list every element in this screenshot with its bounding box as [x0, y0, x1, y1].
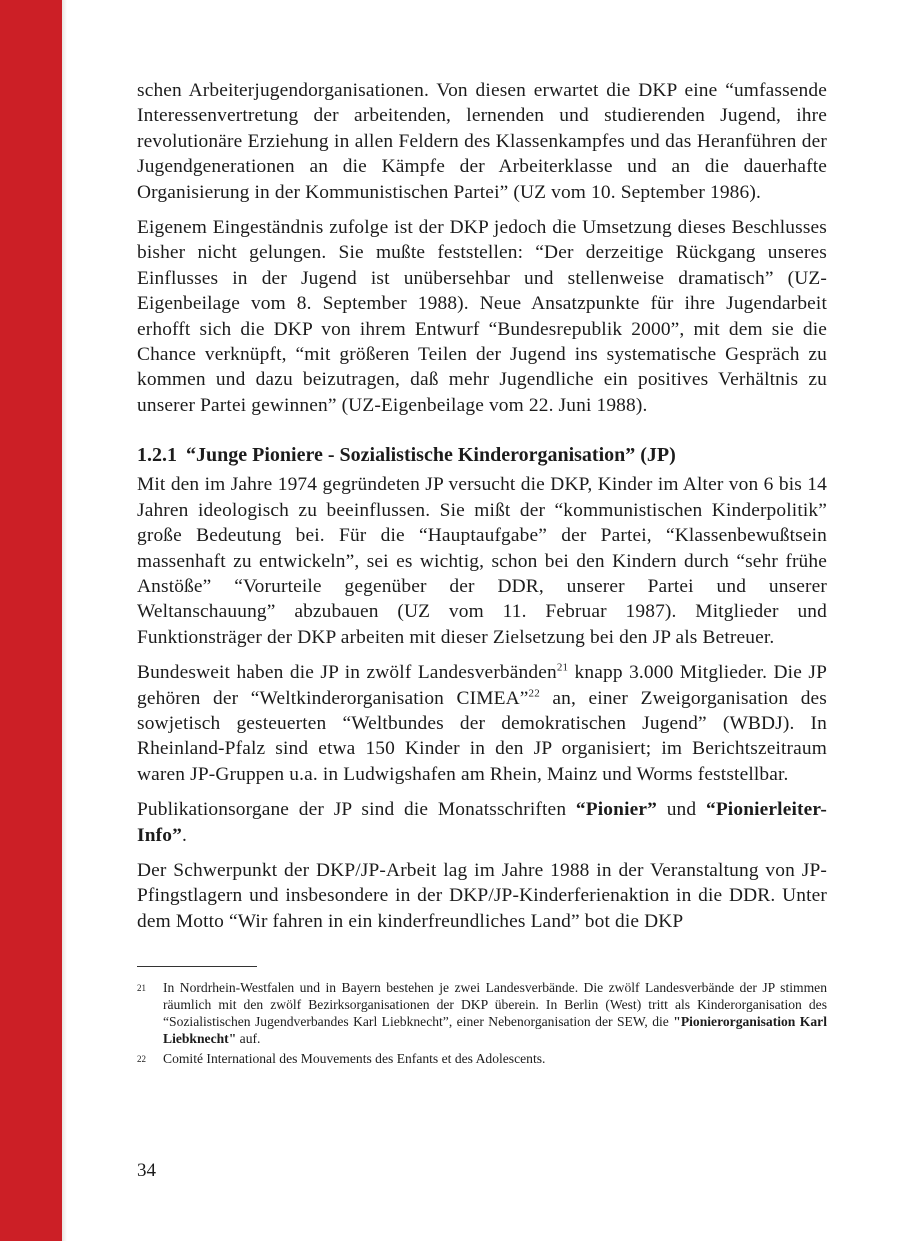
paragraph-intro: schen Arbeiterjugendorganisationen. Von diesen erwartet die DKP eine “umfassende Interessenvertretung der arbeitenden, lernenden und studierenden Jugend, ihre revolutionäre Erziehung in allen Feldern des Klassenkampfes und das Heranführen der Jugendgenerationen an die Kämpfe der Arbeiterklasse und an die dauerhafte Organisierung in der Kommunistischen Partei” (UZ vom 10. September 1986).: [137, 80, 827, 203]
page-number: 34: [137, 1160, 156, 1181]
paragraph-publikation: [137, 797, 827, 848]
footnote-divider: [137, 966, 257, 967]
page-edge-shadow: [62, 0, 67, 1241]
footnote-21: [137, 979, 827, 1047]
document-page: [137, 78, 827, 1071]
footnote-ref-21[interactable]: 21: [556, 661, 569, 674]
text-segment: an, einer Zweigorganisation des sowjetisch gesteuerten “Weltbundes der demokratischen Jugend” (WBDJ). In Rheinland-Pfalz sind etwa 150 Kinder in den JP organisiert; im Berichtszeitraum waren JP-Gruppen u.a. in Ludwigshafen am Rhein, Mainz und Worms feststellbar.: [137, 687, 828, 785]
publication-pionier: “Pionier”: [575, 799, 657, 821]
footnote-bold-segment: "Pionierorganisation Karl Liebknecht": [163, 1014, 827, 1047]
section-number: 1.2.1: [137, 444, 177, 467]
red-edge-strip: [0, 0, 62, 1241]
footnote-number: 21: [137, 983, 146, 994]
text-segment: und: [656, 799, 706, 821]
paragraph-bundesweit: [137, 660, 827, 787]
text-segment: Publikationsorgane der JP sind die Monatsschriften: [137, 799, 576, 821]
publication-pionierleiter-info: “Pionierleiter-Info”: [137, 799, 828, 846]
section-heading: [137, 442, 827, 468]
text-segment: knapp 3.000 Mitglieder. Die JP gehören der “Weltkinderorganisation CIMEA”: [137, 662, 827, 709]
footnote-text-segment: In Nordrhein-Westfalen und in Bayern bestehen je zwei Landesverbände. Die zwölf Landesverbände der JP stimmen räumlich mit den zwölf Bezirksorganisationen der DKP überein. In Berlin (West) tritt als Kinderorganisation des “Sozialistischen Jugendverbandes Karl Liebknecht”, einer Nebenorganisation der SEW, die: [163, 980, 827, 1030]
text-segment: Bundesweit haben die JP in zwölf Landesverbänden: [137, 662, 557, 684]
footnote-text: [163, 979, 827, 1047]
paragraph-schwerpunkt: Der Schwerpunkt der DKP/JP-Arbeit lag im Jahre 1988 in der Veranstaltung von JP-Pfingstlagern und insbesondere in der DKP/JP-Kinderferienaktion in die DDR. Unter dem Motto “Wir fahren in ein kinderfreundliches Land” bot die DKP: [137, 859, 827, 932]
footnote-ref-22[interactable]: 22: [528, 687, 540, 700]
footnote-22: [137, 1050, 827, 1068]
paragraph-pioniere: Mit den im Jahre 1974 gegründeten JP versucht die DKP, Kinder im Alter von 6 bis 14 Jahren ideologisch zu beeinflussen. Sie mißt der “kommunistischen Kinderpolitik” große Bedeutung bei. Für die “Hauptaufgabe” der Partei, “Klassenbewußtsein massenhaft zu entwickeln”, sei es wichtig, schon bei den Kindern durch “sehr frühe Anstöße” “Vorurteile gegenüber der DDR, unserer Partei und unserer Weltanschauung” abzubauen (UZ vom 11. Februar 1987). Mitglieder und Funktionsträger der DKP arbeiten mit dieser Zielsetzung bei den JP als Betreuer.: [137, 474, 827, 648]
paragraph-eingestaendnis: Eigenem Eingeständnis zufolge ist der DKP jedoch die Umsetzung dieses Beschlusses bisher nicht gelungen. Sie mußte feststellen: “Der derzeitige Rückgang unseres Einflusses in der Jugend ist unübersehbar und stellenweise dramatisch” (UZ-Eigenbeilage vom 8. September 1988). Neue Ansatzpunkte für ihre Jugendarbeit erhofft sich die DKP von ihrem Entwurf “Bundesrepublik 2000”, mit dem sie die Chance verknüpft, “mit größeren Teilen der Jugend ins systematische Gespräch zu kommen und dazu beizutragen, daß mehr Jugendliche ein positives Verhältnis zu unserer Partei gewinnen” (UZ-Eigenbeilage vom 22. Juni 1988).: [137, 217, 827, 416]
text-segment: .: [181, 824, 187, 846]
footnote-text: Comité International des Mouvements des Enfants et des Adolescents.: [163, 1051, 546, 1067]
section-title: “Junge Pioniere - Sozialistische Kinderorganisation” (JP): [186, 444, 676, 467]
footnote-text-segment: auf.: [236, 1031, 261, 1047]
footnote-number: 22: [137, 1054, 146, 1065]
